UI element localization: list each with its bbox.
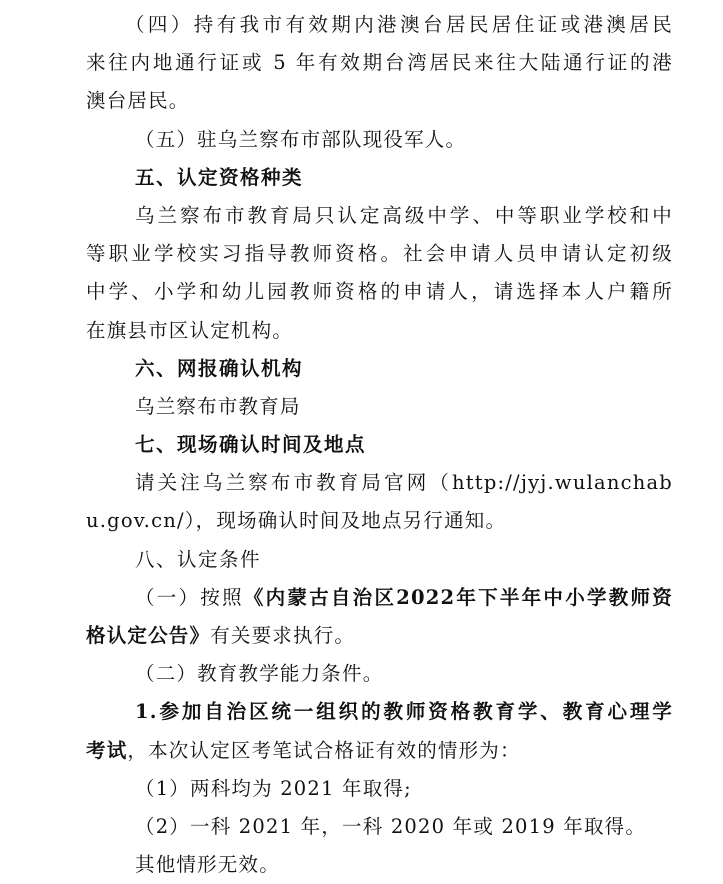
- line-text: 澳台居民。: [86, 89, 190, 113]
- section-heading: [86, 159, 673, 197]
- paragraph-line: [86, 44, 673, 82]
- paragraph-line: [86, 770, 673, 808]
- line-text: 有关要求执行。: [210, 624, 356, 647]
- heading-text: 六、网报确认机构: [135, 356, 304, 380]
- heading-text: 五、认定资格种类: [135, 165, 304, 189]
- paragraph-line: [86, 464, 673, 502]
- line-text: （五）驻乌兰察布市部队现役军人。: [135, 127, 467, 151]
- line-text: 中学、小学和幼儿园教师资格的申请人，请选择本人户籍所: [86, 280, 673, 304]
- line-text: ，本次认定区考笔试合格证有效的情形为：: [127, 738, 521, 762]
- paragraph-line: [86, 82, 673, 120]
- paragraph-line: [86, 388, 673, 426]
- paragraph-line: [86, 235, 673, 273]
- line-text: （2）一科 2021 年，一科 2020 年或 2019 年取得。: [135, 814, 647, 838]
- bold-text: 《内蒙古自治区2022年下半年中小学教师资: [243, 585, 673, 609]
- section-heading: [86, 426, 673, 464]
- line-text: 其他情形无效。: [135, 853, 280, 877]
- paragraph-line: [86, 197, 673, 235]
- line-text: 乌兰察布市教育局只认定高级中学、中等职业学校和中: [135, 203, 673, 227]
- paragraph-line: [86, 579, 673, 617]
- line-text: 等职业学校实习指导教师资格。社会申请人员申请认定初级: [86, 242, 673, 266]
- paragraph-line: [86, 502, 673, 540]
- line-text: u.gov.cn/），现场确认时间及地点另行通知。: [86, 509, 507, 533]
- paragraph-line: [86, 655, 673, 693]
- bold-text: 考试: [86, 738, 128, 762]
- paragraph-line: [86, 808, 673, 846]
- line-text: （二）教育教学能力条件。: [135, 662, 384, 686]
- section-heading: [86, 541, 673, 579]
- paragraph-line: [86, 693, 673, 731]
- line-text: 乌兰察布市教育局: [135, 394, 301, 418]
- line-text: （1）两科均为 2021 年取得;: [135, 776, 412, 800]
- paragraph-line: [86, 273, 673, 311]
- bold-text: 格认定公告》: [86, 624, 211, 647]
- paragraph-line: [86, 846, 673, 884]
- paragraph-line: [86, 617, 673, 655]
- bold-text: 1.参加自治区统一组织的教师资格教育学、教育心理学: [135, 700, 673, 724]
- section-heading: [86, 350, 673, 388]
- line-text: （一）按照: [135, 585, 244, 609]
- paragraph-line: [86, 121, 673, 159]
- paragraph-line: [86, 312, 673, 350]
- paragraph-line: [86, 6, 673, 44]
- heading-text: 八、认定条件: [135, 547, 262, 571]
- line-text: 请关注乌兰察布市教育局官网（http://jyj.wulanchab: [135, 471, 673, 495]
- line-text: 在旗县市区认定机构。: [86, 318, 294, 342]
- paragraph-line: [86, 732, 673, 770]
- line-text: 来往内地通行证或 5 年有效期台湾居民来往大陆通行证的港: [86, 51, 673, 75]
- heading-text: 七、现场确认时间及地点: [135, 433, 367, 457]
- line-text: （四）持有我市有效期内港澳台居民居住证或港澳居民: [125, 13, 673, 36]
